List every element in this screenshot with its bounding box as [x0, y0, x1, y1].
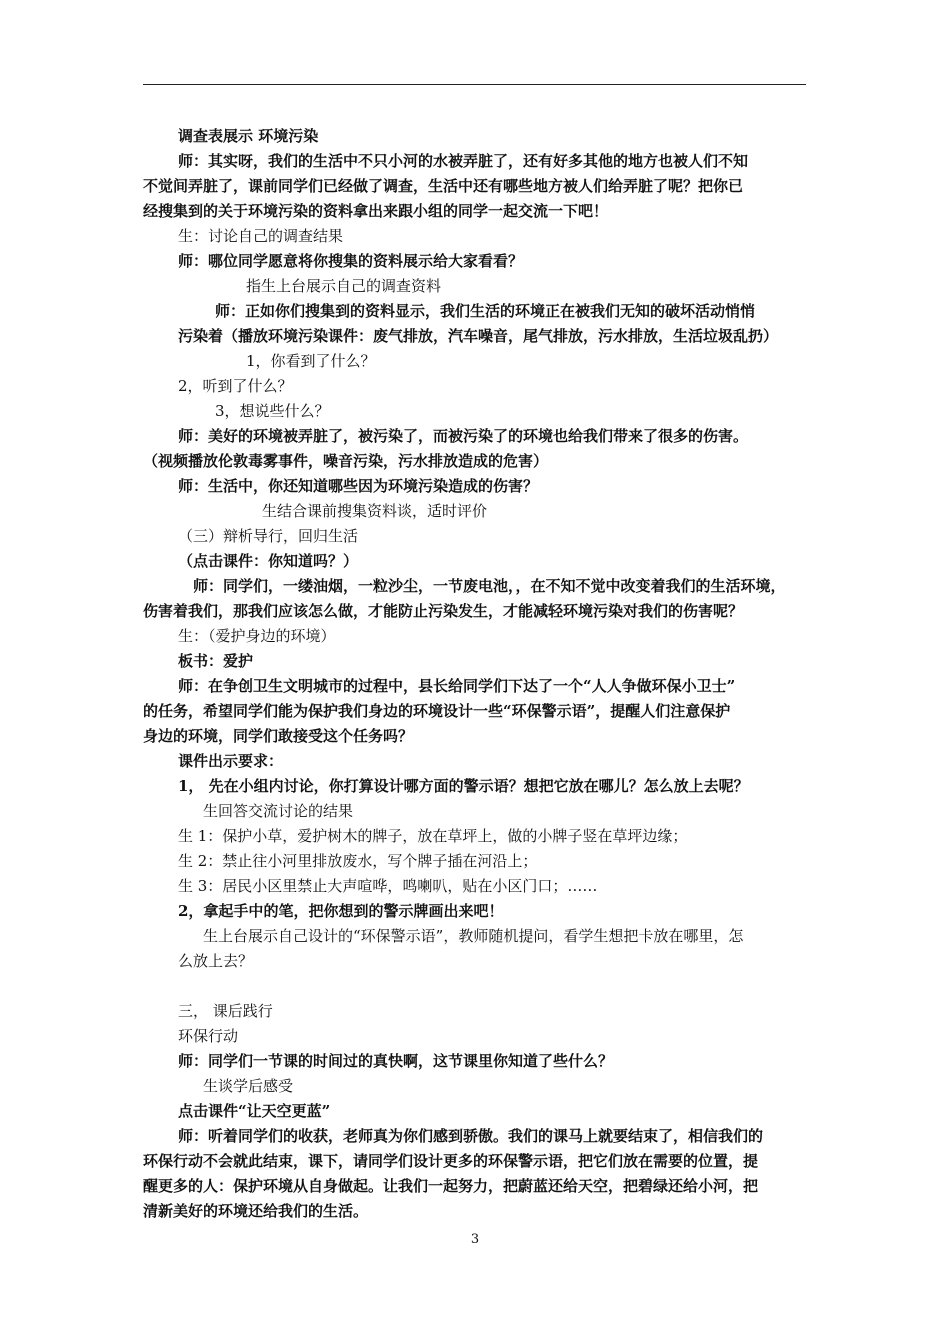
list-item: 1，你看到了什么？: [246, 352, 376, 370]
text-line: 醒更多的人：保护环境从自身做起。让我们一起努力，把蔚蓝还给天空，把碧绿还给小河，把: [143, 1177, 759, 1195]
list-item: 1， 先在小组内讨论，你打算设计哪方面的警示语？想把它放在哪儿？怎么放上去呢？: [178, 777, 749, 795]
text-line: 生回答交流讨论的结果: [203, 802, 354, 820]
section-heading: （三）辩析导行，回归生活: [178, 527, 359, 545]
section-heading: 调查表展示 环境污染: [178, 127, 319, 145]
section-heading: 三， 课后践行: [178, 1002, 273, 1020]
page-number: 3: [470, 1232, 480, 1247]
teacher-line: 师：哪位同学愿意将你搜集的资料展示给大家看看？: [178, 252, 524, 270]
text-line: 指生上台展示自己的调查资料: [246, 277, 442, 295]
text-line: 课件出示要求：: [178, 752, 284, 770]
text-line: 生上台展示自己设计的“环保警示语”，教师随机提问，看学生想把卡放在哪里，怎: [203, 927, 744, 945]
text-line: 不觉间弄脏了，课前同学们已经做了调查，生活中还有哪些地方被人们给弄脏了呢？把你已: [143, 177, 744, 195]
student-line: 生 3：居民小区里禁止大声喧哗，鸣喇叭，贴在小区门口；……: [178, 877, 598, 895]
teacher-line: 师：正如你们搜集到的资料显示，我们生活的环境正在被我们无知的破坏活动悄悄: [215, 302, 756, 320]
teacher-line: 师：美好的环境被弄脏了，被污染了，而被污染了的环境也给我们带来了很多的伤害。: [178, 427, 749, 445]
list-item: 2，听到了什么？: [178, 377, 293, 395]
text-line: 经搜集到的关于环境污染的资料拿出来跟小组的同学一起交流一下吧！: [143, 202, 609, 220]
teacher-line: 师：生活中，你还知道哪些因为环境污染造成的伤害？: [178, 477, 539, 495]
list-item: 2，拿起手中的笔，把你想到的警示牌画出来吧！: [178, 902, 504, 920]
text-line: （点击课件：你知道吗？）: [178, 552, 359, 570]
text-line: 污染着（播放环境污染课件：废气排放，汽车噪音，尾气排放，污水排放，生活垃圾乱扔）: [178, 327, 779, 345]
text-line: 点击课件“让天空更蓝”: [178, 1102, 331, 1120]
text-line: （视频播放伦敦毒雾事件，噪音污染，污水排放造成的危害）: [143, 452, 549, 470]
header-rule: [143, 84, 806, 85]
board-note: 板书：爱护: [178, 652, 254, 670]
text-line: 生谈学后感受: [203, 1077, 294, 1095]
teacher-line: 师：在争创卫生文明城市的过程中，县长给同学们下达了一个“人人争做环保小卫士”: [178, 677, 736, 695]
list-item: 3，想说些什么？: [215, 402, 330, 420]
teacher-line: 师：同学们一节课的时间过的真快啊，这节课里你知道了些什么？: [178, 1052, 614, 1070]
text-line: 生结合课前搜集资料谈，适时评价: [262, 502, 488, 520]
teacher-line: 师：同学们，一缕油烟，一粒沙尘，一节废电池，，在不知不觉中改变着我们的生活环境，: [193, 577, 786, 595]
student-line: 生：讨论自己的调查结果: [178, 227, 344, 245]
text-line: 的任务，希望同学们能为保护我们身边的环境设计一些“环保警示语”，提醒人们注意保护: [143, 702, 731, 720]
text-line: 环保行动不会就此结束，课下，请同学们设计更多的环保警示语，把它们放在需要的位置，提: [143, 1152, 759, 1170]
student-line: 生 1：保护小草，爱护树木的牌子，放在草坪上，做的小牌子竖在草坪边缘；: [178, 827, 688, 845]
text-line: 身边的环境，同学们敢接受这个任务吗？: [143, 727, 414, 745]
teacher-line: 师：听着同学们的收获，老师真为你们感到骄傲。我们的课马上就要结束了，相信我们的: [178, 1127, 764, 1145]
text-line: 么放上去？: [178, 952, 254, 970]
teacher-line: 师：其实呀，我们的生活中不只小河的水被弄脏了，还有好多其他的地方也被人们不知: [178, 152, 749, 170]
student-line: 生：（爱护身边的环境）: [178, 627, 336, 645]
text-line: 环保行动: [178, 1027, 239, 1045]
text-line: 伤害着我们，那我们应该怎么做，才能防止污染发生，才能减轻环境污染对我们的伤害呢？: [143, 602, 744, 620]
text-line: 清新美好的环境还给我们的生活。: [143, 1202, 369, 1220]
student-line: 生 2：禁止往小河里排放废水，写个牌子插在河沿上；: [178, 852, 538, 870]
